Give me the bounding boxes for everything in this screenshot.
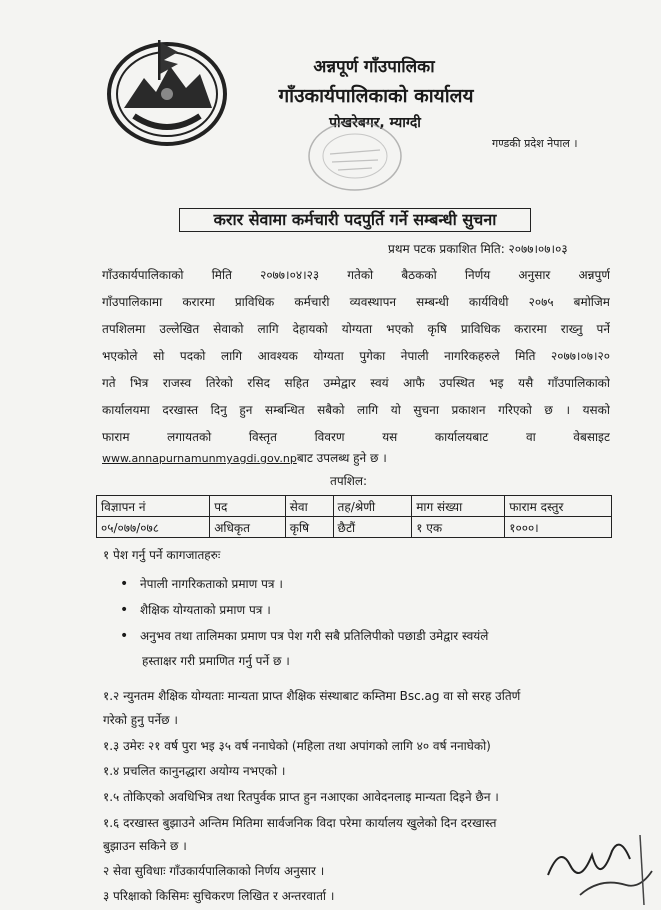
requirement-1-4: १.४ प्रचलित कानुनद्धारा अयोग्य नभएको ।	[103, 764, 286, 778]
organization-name: अन्नपूर्ण गाँउपालिका	[313, 57, 435, 77]
requirement-1-6: १.६ दरखास्त बुझाउने अन्तिम मितिमा सार्वजनिक विदा परेमा कार्यालय खुलेको दिन दरखास्त	[103, 816, 497, 830]
table-cell: १ एक	[412, 517, 505, 538]
body-line-6: कार्यालयमा दरखास्त दिनु हुन सम्बन्धित सबैको लागि यो सुचना प्रकाशन गरिएको छ । यसको	[102, 403, 610, 417]
requirement-2: २ सेवा सुविधाः गाँउकार्यपालिकाको निर्णय अनुसार ।	[103, 864, 325, 878]
bullet-icon: •	[120, 602, 129, 618]
body-line-3: तपशिलमा उल्लेखित सेवाको लागि देहायको योग्यता भएको कृषि प्राविधिक करारमा राख्नु पर्ने	[102, 322, 610, 336]
office-address: पोखरेबगर, म्याग्दी	[329, 115, 421, 131]
document-item: अनुभव तथा तालिमका प्रमाण पत्र पेश गरी सबै प्रतिलिपीको पछाडी उमेद्वार स्वयंले	[140, 629, 489, 643]
position-table	[96, 495, 612, 538]
signature-icon	[540, 815, 661, 910]
notice-title: करार सेवामा कर्मचारी पदपुर्ति गर्ने सम्बन्धी सुचना	[179, 208, 531, 232]
body-line-4: भएकोले सो पदको लागि आवश्यक योग्यता पुगेका नेपाली नागरिकहरुले मिति २०७७।०७।२०	[102, 349, 610, 363]
body-line-7: फाराम लगायतको विस्तृत विवरण यस कार्यालयबाट वा वेबसाइट	[102, 430, 610, 444]
schedule-label: तपशिल:	[330, 474, 368, 488]
body-line-5: गते भित्र राजस्व तिरेको रसिद सहित उम्मेद्वार स्वयं आफै उपस्थित भइ यसै गाँउपालिकाको	[102, 376, 610, 390]
table-header-cell: माग संख्या	[412, 496, 505, 517]
documents-heading: १ पेश गर्नु पर्ने कागजातहरुः	[103, 548, 221, 562]
table-header-cell: तह/श्रेणी	[333, 496, 412, 517]
table-cell: १०००।	[505, 517, 612, 538]
table-header-cell: पद	[210, 496, 286, 517]
body-line-1: गाँउकार्यपालिकाको मिति २०७७।०४।२३ गतेको बैठकको निर्णय अनुसार अन्नपुर्ण	[102, 268, 610, 282]
requirement-1-2-continued: गरेको हुनु पर्नेछ ।	[103, 713, 178, 727]
list-item	[120, 601, 271, 618]
requirement-1-3: १.३ उमेरः २१ वर्ष पुरा भइ ३५ वर्ष ननाघेको (महिला तथा अपांगको लागि ४० वर्ष ननाघेको)	[103, 739, 491, 753]
requirement-1-2: १.२ न्युनतम शैक्षिक योग्यताः मान्यता प्राप्त शैक्षिक संस्थाबाट कम्तिमा Bsc.ag वा सो सरह उतिर्ण	[103, 689, 521, 703]
requirement-1-5: १.५ तोकिएको अवधिभित्र तथा रितपुर्वक प्राप्त हुन नआएका आवेदनलाइ मान्यता दिइने छैन ।	[103, 790, 499, 804]
table-cell: कृषि	[285, 517, 333, 538]
table-header-cell: सेवा	[285, 496, 333, 517]
website-link[interactable]: www.annapurnamunmyagdi.gov.np	[102, 452, 297, 465]
office-stamp-icon	[300, 116, 410, 196]
document-item: शैक्षिक योग्यताको प्रमाण पत्र ।	[140, 603, 271, 617]
requirement-1-6-continued: बुझाउन सकिने छ ।	[103, 839, 187, 853]
table-header-cell: फाराम दस्तुर	[505, 496, 612, 517]
publish-date: प्रथम पटक प्रकाशित मिति: २०७७।०७।०३	[388, 242, 568, 256]
list-item	[120, 627, 488, 644]
document-item: नेपाली नागरिकताको प्रमाण पत्र ।	[140, 577, 283, 591]
requirement-3: ३ परिक्षाको किसिमः सुचिकरण लिखित र अन्तरवार्ता ।	[103, 889, 335, 903]
bullet-icon: •	[120, 628, 129, 644]
table-cell: ०५/०७७/०७८	[97, 517, 210, 538]
office-name: गाँउकार्यपालिकाको कार्यालय	[278, 85, 474, 107]
body-line-2: गाँउपालिकामा करारमा प्राविधिक कर्मचारी व्यवस्थापन सम्बन्धी कार्यविधी २०७५ बमोजिम	[102, 295, 610, 309]
table-cell: अधिकृत	[210, 517, 286, 538]
bullet-icon: •	[120, 576, 129, 592]
body-line-8	[102, 449, 610, 468]
website-suffix: बाट उपलब्ध हुने छ ।	[296, 451, 387, 465]
province-label: गण्डकी प्रदेश नेपाल ।	[492, 137, 578, 150]
document-item-continued: हस्ताक्षर गरी प्रमाणित गर्नु पर्ने छ ।	[142, 654, 290, 668]
list-item	[120, 575, 283, 592]
government-emblem-icon	[104, 28, 230, 148]
table-header-cell: विज्ञापन नं	[97, 496, 210, 517]
table-cell: छैटौं	[333, 517, 412, 538]
table-header-row	[97, 496, 612, 517]
table-row	[97, 517, 612, 538]
